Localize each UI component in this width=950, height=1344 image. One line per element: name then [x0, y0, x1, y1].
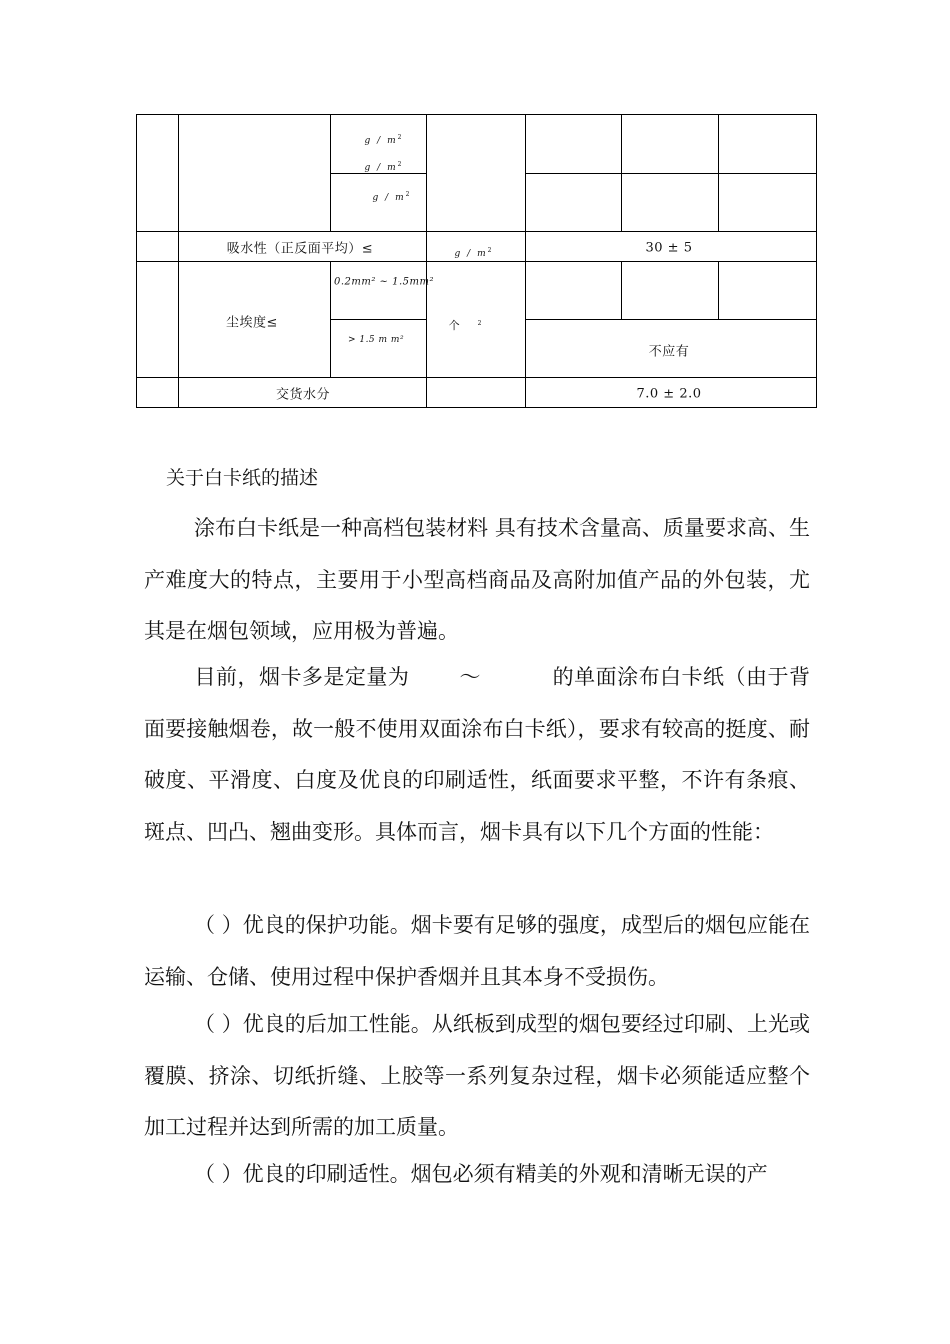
unit-label: g / $m^2$ — [364, 134, 404, 146]
col-divider — [621, 261, 622, 319]
section-heading: 关于白卡纸的描述 — [166, 467, 319, 489]
row-divider — [525, 319, 817, 320]
col-divider — [718, 114, 719, 232]
col-divider — [525, 114, 526, 408]
col-divider — [621, 114, 622, 232]
water-absorption-label: 吸水性（正反面平均）≤ — [226, 241, 374, 257]
dust-unit: 个$^2$ — [448, 319, 500, 332]
col-divider — [330, 261, 331, 378]
table-border-left — [136, 114, 137, 408]
table-border-bottom — [136, 407, 817, 408]
unit-label: g / $m^2$ — [372, 191, 412, 203]
paragraph: 目前，烟卡多是定量为 ～ 的单面涂布白卡纸（由于背面要接触烟卷，故一般不使用双面涂布白卡纸），要求有较高的挺度、耐破度、平滑度、白度及优良的印刷适性，纸面要求平整，不许有条痕、斑点、凹凸、翘曲变形。具体而言，烟卡具有以下几个方面的性能： — [144, 665, 810, 844]
dust-label: 尘埃度≤ — [226, 315, 278, 331]
dust-value-2: 不应有 — [648, 344, 690, 360]
paragraph: （ ）优良的后加工性能。从纸板到成型的烟包要经过印刷、上光或覆膜、挤涂、切纸折缝、上胶等一系列复杂过程，烟卡必须能适应整个加工过程并达到所需的加工质量。 — [144, 1012, 810, 1139]
row-divider — [136, 261, 817, 262]
unit-label: g / $m^2$ — [364, 161, 404, 173]
unit-label: g / $m^2$ — [454, 247, 494, 259]
row-divider — [330, 319, 426, 320]
row-divider — [136, 377, 817, 378]
row-divider — [330, 173, 426, 174]
col-divider — [178, 114, 179, 408]
moisture-value: 7.0 ± 2.0 — [636, 386, 702, 402]
paragraph: 涂布白卡纸是一种高档包装材料 具有技术含量高、质量要求高、生产难度大的特点，主要用于小型高档商品及高附加值产品的外包装，尤其是在烟包领域，应用极为普遍。 — [144, 516, 810, 643]
row-divider — [136, 231, 817, 232]
paragraph: （ ）优良的保护功能。烟卡要有足够的强度，成型后的烟包应能在运输、仓储、使用过程中保护香烟并且其本身不受损伤。 — [144, 913, 810, 989]
moisture-label: 交货水分 — [275, 387, 331, 403]
paragraph: （ ）优良的印刷适性。烟包必须有精美的外观和清晰无误的产 — [194, 1162, 768, 1186]
dust-range-1: 0.2mm² ~ 1.5mm² — [334, 276, 434, 288]
water-absorption-value: 30 ± 5 — [645, 240, 693, 256]
table-border-right — [816, 114, 817, 408]
dust-range-2: > 1.5 m m² — [347, 335, 405, 345]
table-border-top — [136, 114, 817, 115]
col-divider — [718, 261, 719, 319]
spec-table — [0, 0, 950, 420]
col-divider — [330, 114, 331, 232]
col-divider — [426, 114, 427, 408]
row-divider — [525, 173, 817, 174]
